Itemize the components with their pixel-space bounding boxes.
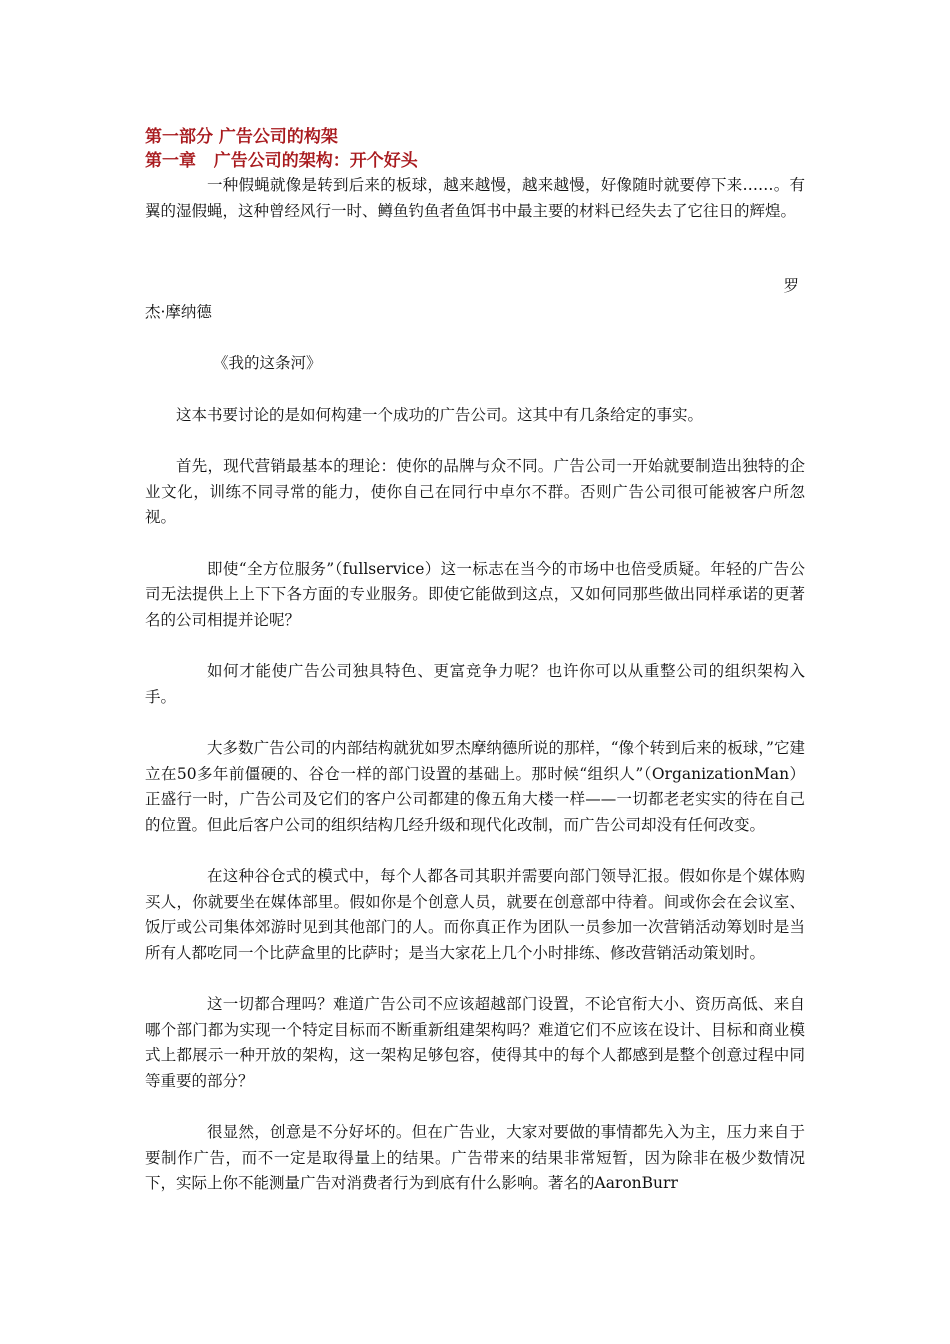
body-paragraph: 这一切都合理吗？难道广告公司不应该超越部门设置，不论官衔大小、资历高低、来自哪个部门都为实现一个特定目标而不断重新组建架构吗？难道它们不应该在设计、目标和商业模式上都展示一种开放的架构，这一架构足够包容，使得其中的每个人都感到是整个创意过程中同等重要的部分？ — [145, 995, 805, 1090]
epigraph-source: 《我的这条河》 — [213, 354, 322, 372]
body-paragraph: 大多数广告公司的内部结构就犹如罗杰摩纳德所说的那样，“像个转到后来的板球，”它建立在50多年前僵硬的、谷仓一样的部门设置的基础上。那时候“组织人”（OrganizationMan）正盛行一时，广告公司及它们的客户公司都建的像五角大楼一样——一切都老老实实的待在自己的位置。但此后客户公司的组织结构几经升级和现代化改制，而广告公司却没有任何改变。 — [145, 739, 805, 834]
chapter-heading: 第一章 广告公司的架构：开个好头 — [145, 151, 418, 171]
body-paragraph: 首先，现代营销最基本的理论：使你的品牌与众不同。广告公司一开始就要制造出独特的企业文化，训练不同寻常的能力，使你自己在同行中卓尔不群。否则广告公司很可能被客户所忽视。 — [145, 457, 805, 526]
epigraph-author-part1: 罗 — [783, 277, 799, 295]
body-paragraph: 即使“全方位服务”（fullservice）这一标志在当今的市场中也倍受质疑。年轻的广告公司无法提供上上下下各方面的专业服务。即使它能做到这点，又如何同那些做出同样承诺的更著名的公司相提并论呢？ — [145, 559, 805, 629]
part-heading: 第一部分 广告公司的构架 — [145, 127, 338, 147]
body-paragraph: 在这种谷仓式的模式中，每个人都各司其职并需要向部门领导汇报。假如你是个媒体购买人，你就要坐在媒体部里。假如你是个创意人员，就要在创意部中待着。间或你会在会议室、饭厅或公司集体郊游时见到其他部门的人。而你真正作为团队一员参加一次营销活动筹划时是当所有人都吃同一个比萨盒里的比萨时；是当大家花上几个小时排练、修改营销活动策划时。 — [145, 867, 805, 962]
epigraph-author-part2: 杰·摩纳德 — [145, 302, 212, 321]
body-paragraph: 这本书要讨论的是如何构建一个成功的广告公司。这其中有几条给定的事实。 — [176, 405, 704, 424]
document-page — [145, 125, 805, 1197]
body-paragraph: 如何才能使广告公司独具特色、更富竞争力呢？也许你可以从重整公司的组织架构入手。 — [145, 662, 805, 706]
body-paragraph: 很显然，创意是不分好坏的。但在广告业，大家对要做的事情都先入为主，压力来自于要制作广告，而不一定是取得量上的结果。广告带来的结果非常短暂，因为除非在极少数情况下，实际上你不能测量广告对消费者行为到底有什么影响。著名的AaronBurr — [145, 1123, 805, 1192]
epigraph-text: 一种假蝇就像是转到后来的板球，越来越慢，越来越慢，好像随时就要停下来……。有翼的湿假蝇，这种曾经风行一时、鳟鱼钓鱼者鱼饵书中最主要的材料已经失去了它往日的辉煌。 — [145, 176, 805, 220]
